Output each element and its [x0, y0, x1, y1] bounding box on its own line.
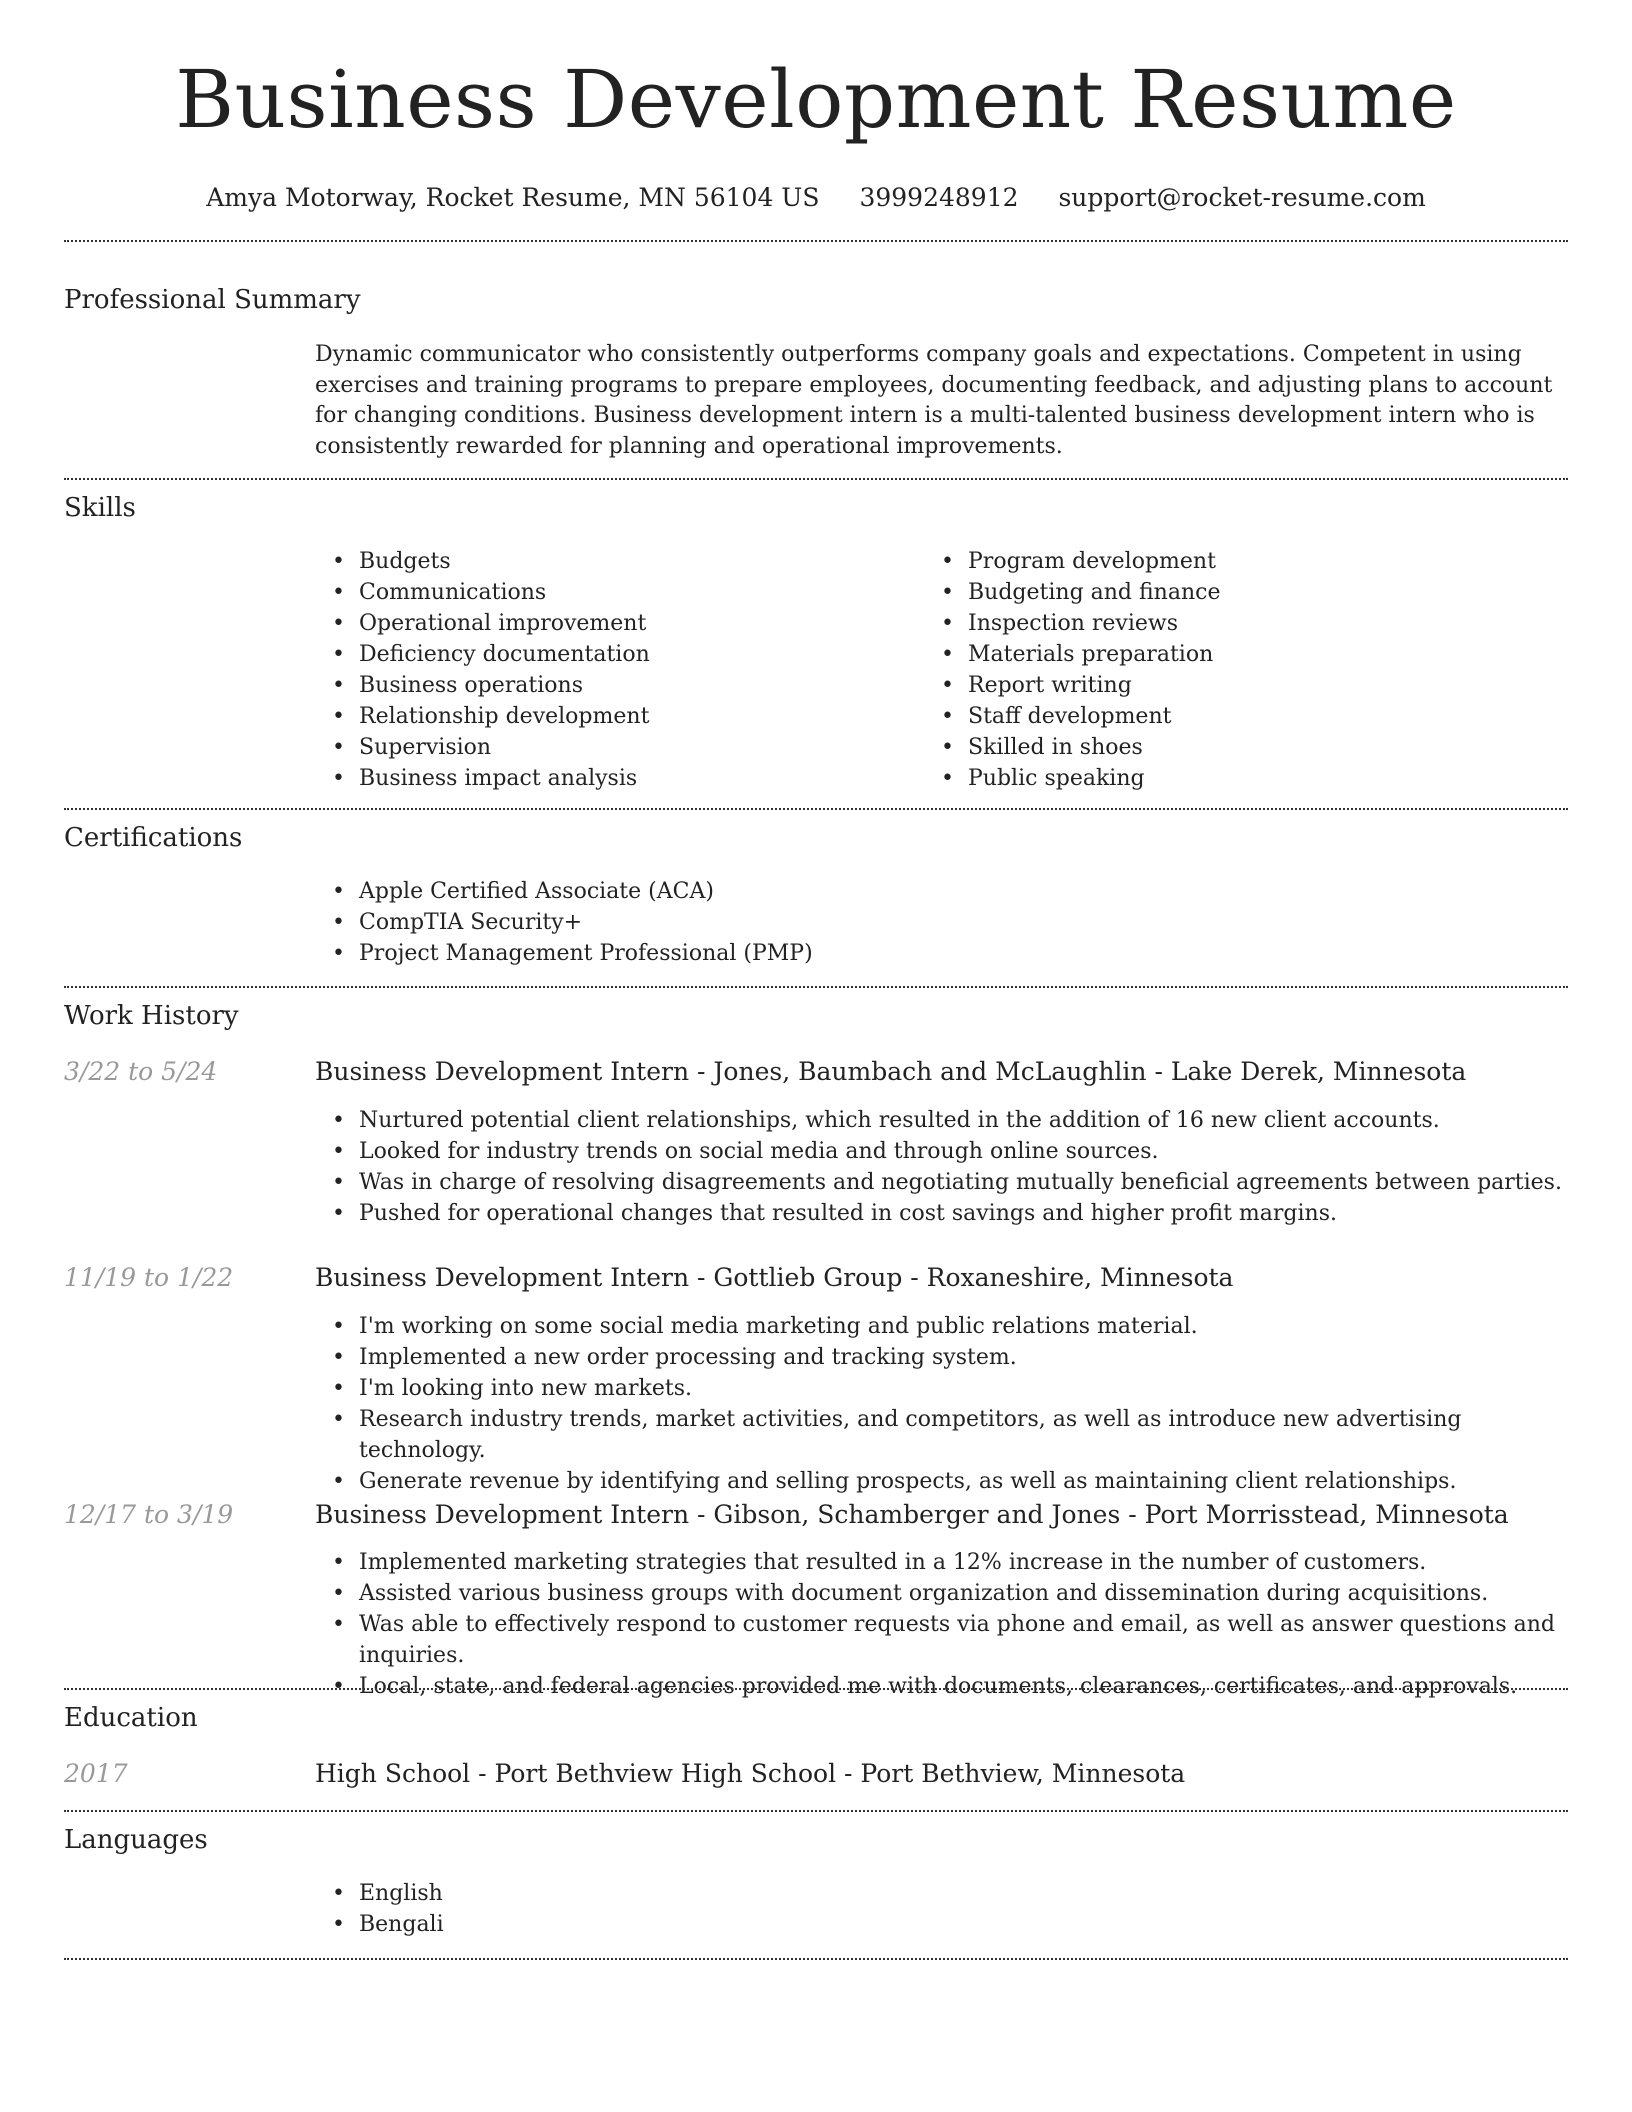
skill-item: • Relationship development — [315, 701, 915, 732]
certifications-body — [315, 876, 1570, 969]
section-title-education: Education — [64, 1703, 198, 1733]
job-bullets — [315, 1547, 1570, 1702]
job-title: Business Development Intern - Gottlieb Group - Roxaneshire, Minnesota — [315, 1263, 1234, 1292]
section-title-skills: Skills — [64, 493, 136, 523]
job-bullet: • Local, state, and federal agencies provided me with documents, clearances, certificates, and approvals. — [315, 1671, 1570, 1702]
job-dates: 11/19 to 1/22 — [64, 1263, 234, 1292]
skill-item: • Business impact analysis — [315, 763, 915, 794]
skill-item: • Supervision — [315, 732, 915, 763]
language-item: • Bengali — [315, 1909, 1570, 1940]
skill-item: • Public speaking — [924, 763, 1524, 794]
summary-body — [315, 340, 1570, 463]
skill-item: • Operational improvement — [315, 608, 915, 639]
contact-line — [64, 182, 1568, 214]
job-bullet: • Was able to effectively respond to customer requests via phone and email, as well as answer questions and inquiries. — [315, 1609, 1570, 1671]
skill-item: • Deficiency documentation — [315, 639, 915, 670]
job-title: Business Development Intern - Gibson, Schamberger and Jones - Port Morrisstead, Minnesota — [315, 1500, 1509, 1529]
divider — [64, 986, 1568, 988]
job-dates: 3/22 to 5/24 — [64, 1057, 218, 1086]
certification-item: • Project Management Professional (PMP) — [315, 938, 1570, 969]
contact-address: Amya Motorway, Rocket Resume, MN 56104 US — [206, 183, 820, 212]
job-bullet: • Looked for industry trends on social media and through online sources. — [315, 1136, 1570, 1167]
skill-item: • Materials preparation — [924, 639, 1524, 670]
education-year: 2017 — [64, 1759, 128, 1788]
job-bullet: • Was in charge of resolving disagreements and negotiating mutually beneficial agreements between parties. — [315, 1167, 1570, 1198]
skill-item: • Budgets — [315, 546, 915, 577]
job-title: Business Development Intern - Jones, Baumbach and McLaughlin - Lake Derek, Minnesota — [315, 1057, 1467, 1086]
job-bullet: • I'm looking into new markets. — [315, 1373, 1570, 1404]
job-bullet: • Research industry trends, market activities, and competitors, as well as introduce new advertising technology. — [315, 1404, 1570, 1466]
job-bullet: • Assisted various business groups with document organization and dissemination during acquisitions. — [315, 1578, 1570, 1609]
skills-left-column — [315, 546, 915, 794]
language-item: • English — [315, 1878, 1570, 1909]
contact-phone: 3999248912 — [859, 183, 1019, 212]
section-title-summary: Professional Summary — [64, 285, 361, 315]
divider — [64, 1688, 1568, 1690]
skill-item: • Business operations — [315, 670, 915, 701]
skill-item: • Skilled in shoes — [924, 732, 1524, 763]
resume-title: Business Development Resume — [175, 53, 1457, 146]
skill-item: • Program development — [924, 546, 1524, 577]
resume-header — [64, 52, 1568, 214]
skill-item: • Inspection reviews — [924, 608, 1524, 639]
skills-right-column — [924, 546, 1524, 794]
job-bullet: • Implemented a new order processing and tracking system. — [315, 1342, 1570, 1373]
divider — [64, 1810, 1568, 1812]
divider — [64, 240, 1568, 242]
job-bullet: • Generate revenue by identifying and selling prospects, as well as maintaining client relationships. — [315, 1466, 1570, 1497]
skill-item: • Budgeting and finance — [924, 577, 1524, 608]
job-bullets — [315, 1105, 1570, 1229]
contact-email: support@rocket-resume.com — [1058, 183, 1426, 212]
languages-body — [315, 1878, 1570, 1940]
skill-item: • Report writing — [924, 670, 1524, 701]
skill-item: • Communications — [315, 577, 915, 608]
divider — [64, 808, 1568, 810]
job-bullet: • Nurtured potential client relationships, which resulted in the addition of 16 new client accounts. — [315, 1105, 1570, 1136]
job-bullets — [315, 1311, 1570, 1497]
divider — [64, 1958, 1568, 1960]
skill-item: • Staff development — [924, 701, 1524, 732]
section-title-work-history: Work History — [64, 1001, 239, 1031]
education-entry: High School - Port Bethview High School - Port Bethview, Minnesota — [315, 1759, 1186, 1788]
certification-item: • CompTIA Security+ — [315, 907, 1570, 938]
section-title-certifications: Certifications — [64, 823, 243, 853]
certification-item: • Apple Certified Associate (ACA) — [315, 876, 1570, 907]
section-title-languages: Languages — [64, 1825, 208, 1855]
job-dates: 12/17 to 3/19 — [64, 1500, 234, 1529]
job-bullet: • Pushed for operational changes that resulted in cost savings and higher profit margins. — [315, 1198, 1570, 1229]
job-bullet: • I'm working on some social media marketing and public relations material. — [315, 1311, 1570, 1342]
summary-text: Dynamic communicator who consistently outperforms company goals and expectations. Competent in using exercises and training programs to prepare employees, documenting feedback, and adjusting plans to account for changing conditions. Business development intern is a multi-talented business development intern who is consistently rewarded for planning and operational improvements. — [315, 342, 1553, 460]
job-bullet: • Implemented marketing strategies that resulted in a 12% increase in the number of customers. — [315, 1547, 1570, 1578]
divider — [64, 478, 1568, 480]
